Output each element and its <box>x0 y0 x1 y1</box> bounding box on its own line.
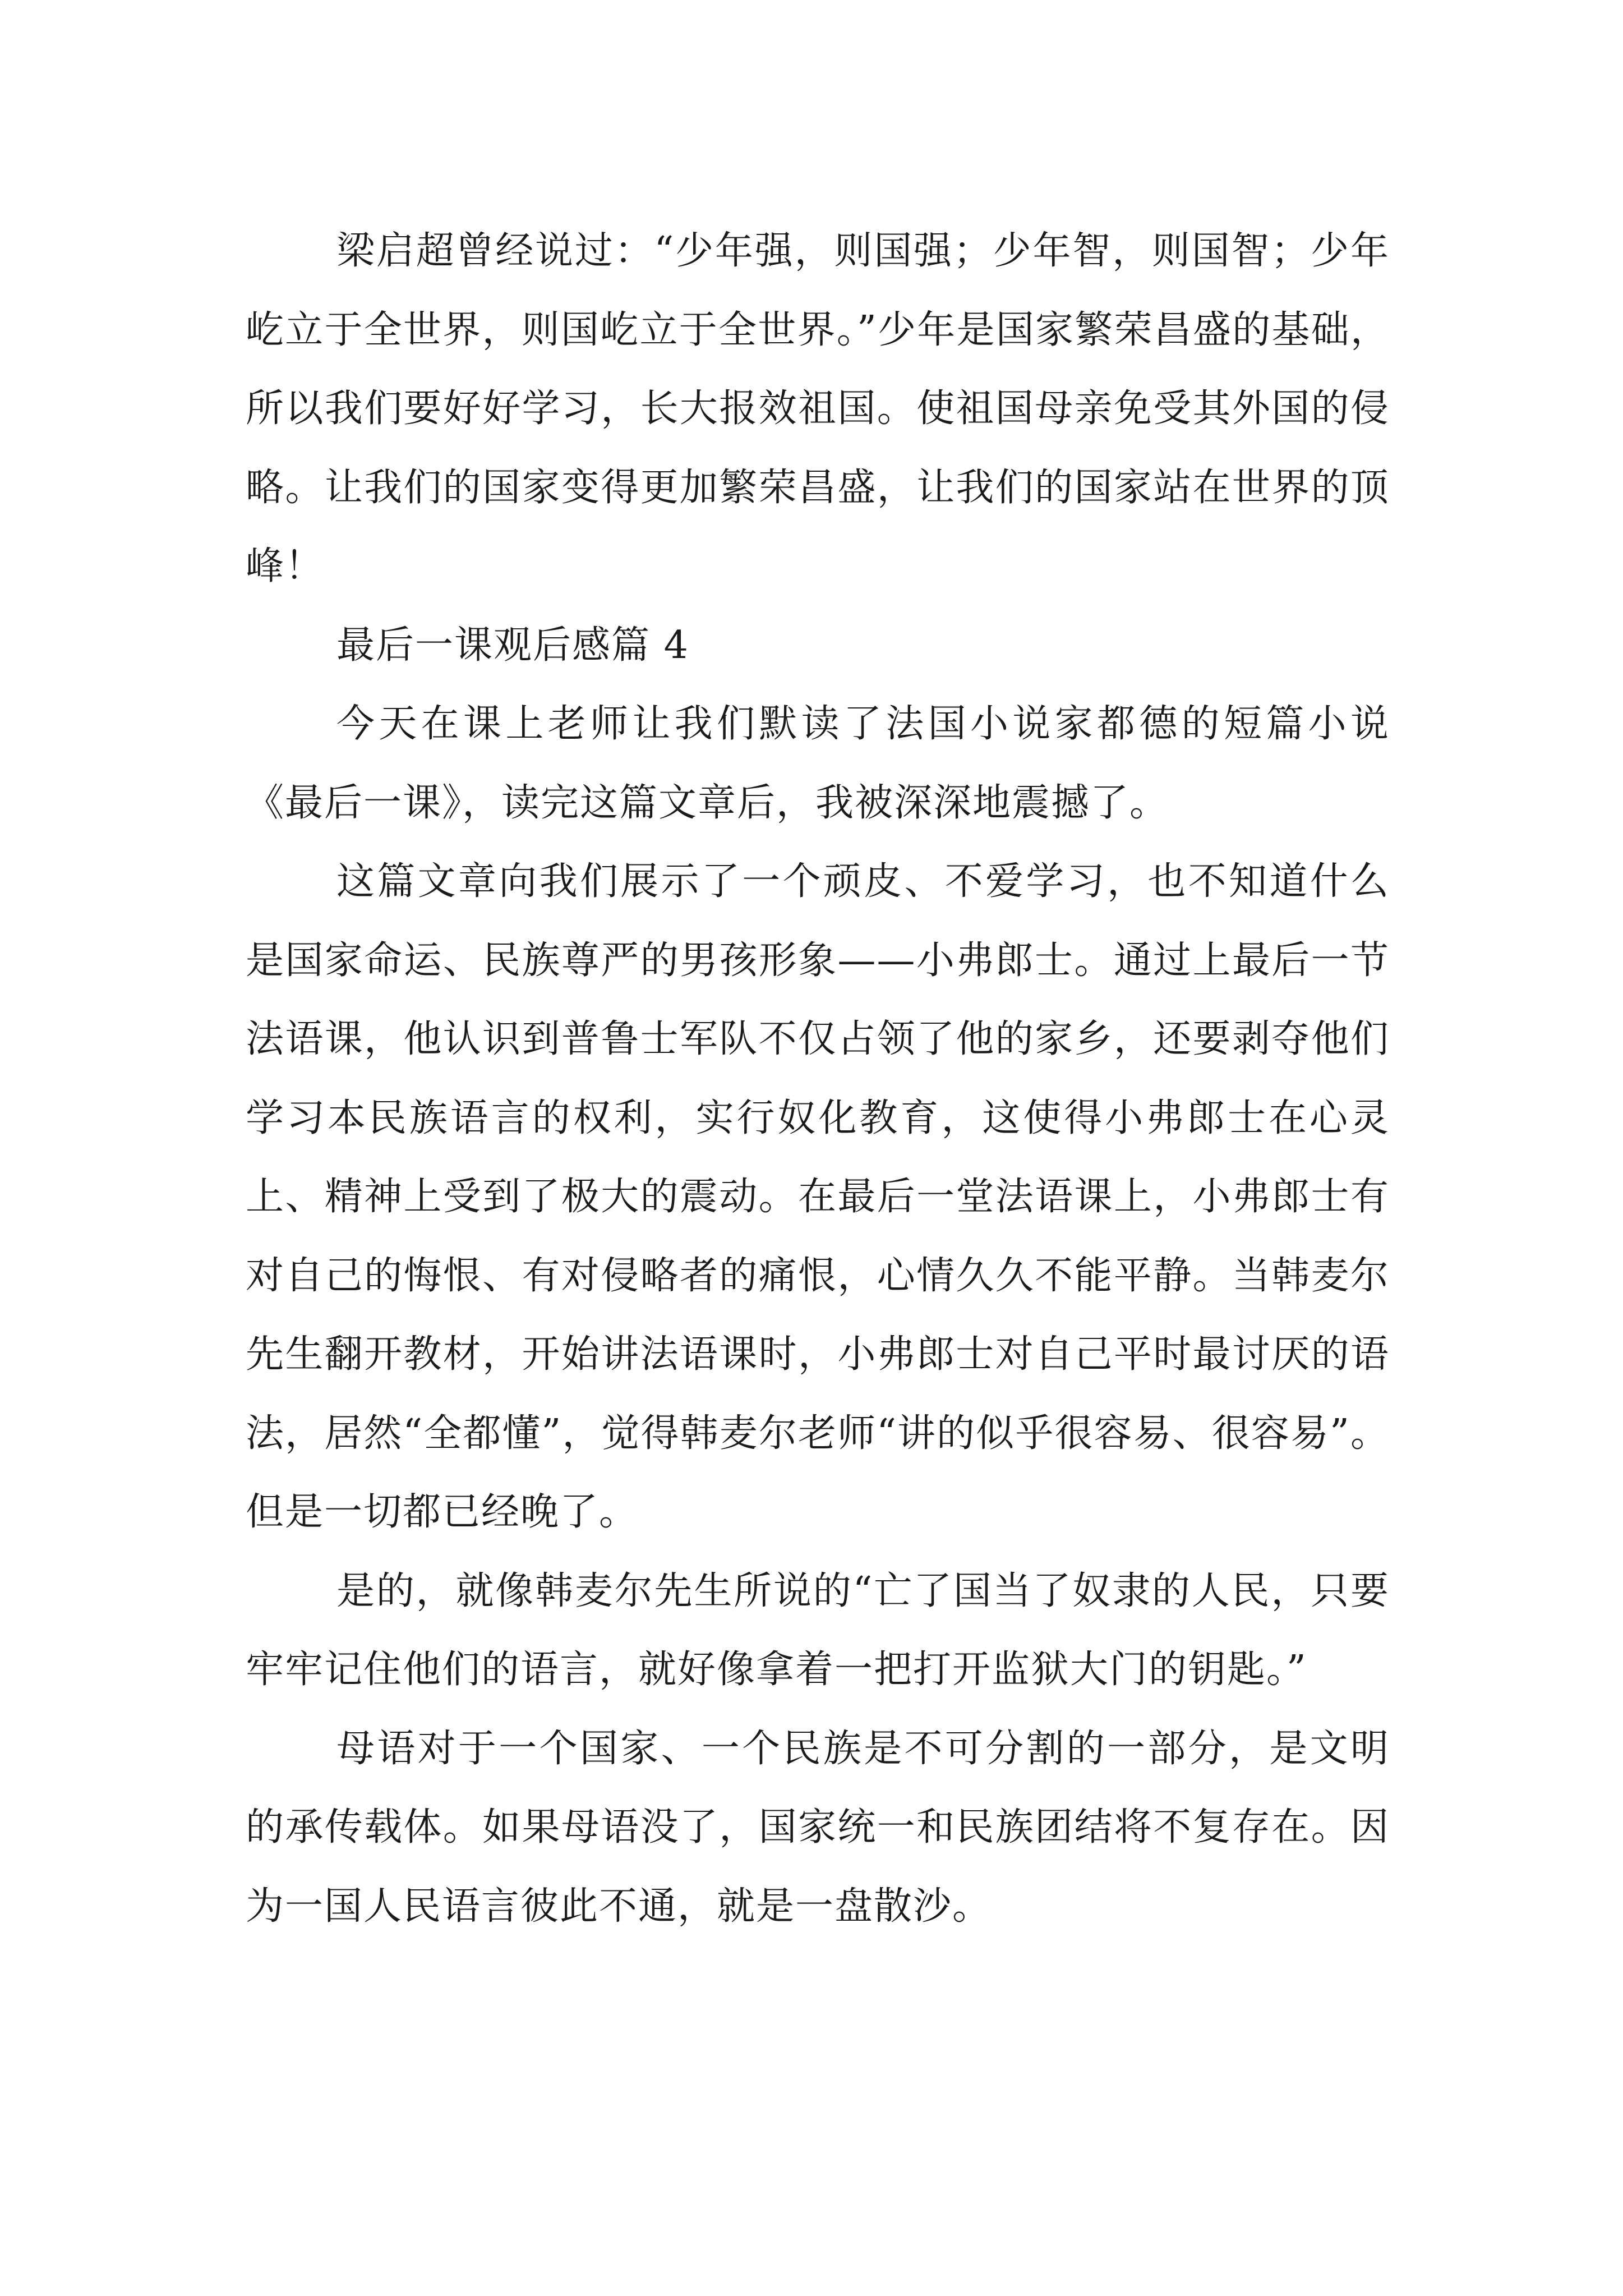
paragraph-mother-tongue: 母语对于一个国家、一个民族是不可分割的一部分，是文明的承传载体。如果母语没了，国家统一和民族团结将不复存在。因为一国人民语言彼此不通，就是一盘散沙。 <box>246 1726 1390 1929</box>
paragraph-hamel-quote: 是的，就像韩麦尔先生所说的“亡了国当了奴隶的人民，只要牢牢记住他们的语言，就好像拿着一把打开监狱大门的钥匙。” <box>246 1568 1390 1692</box>
section-heading: 最后一课观后感篇 4 <box>336 623 689 668</box>
paragraph-liang-qichao-quote: 梁启超曾经说过：“少年强，则国强；少年智，则国智；少年屹立于全世界，则国屹立于全世界。”少年是国家繁荣昌盛的基础，所以我们要好好学习，长大报效祖国。使祖国母亲免受其外国的侵略。让我们的国家变得更加繁荣昌盛，让我们的国家站在世界的顶峰！ <box>246 229 1390 588</box>
document-body <box>246 212 1390 1946</box>
paragraph-story-summary: 这篇文章向我们展示了一个顽皮、不爱学习，也不知道什么是国家命运、民族尊严的男孩形象——小弗郎士。通过上最后一节法语课，他认识到普鲁士军队不仅占领了他的家乡，还要剥夺他们学习本民族语言的权利，实行奴化教育，这使得小弗郎士在心灵上、精神上受到了极大的震动。在最后一堂法语课上，小弗郎士有对自己的悔恨、有对侵略者的痛恨，心情久久不能平静。当韩麦尔先生翻开教材，开始讲法语课时，小弗郎士对自己平时最讨厌的语法，居然“全都懂”，觉得韩麦尔老师“讲的似乎很容易、很容易”。但是一切都已经晚了。 <box>246 859 1390 1534</box>
paragraph-intro: 今天在课上老师让我们默读了法国小说家都德的短篇小说《最后一课》，读完这篇文章后，我被深深地震撼了。 <box>246 702 1390 825</box>
